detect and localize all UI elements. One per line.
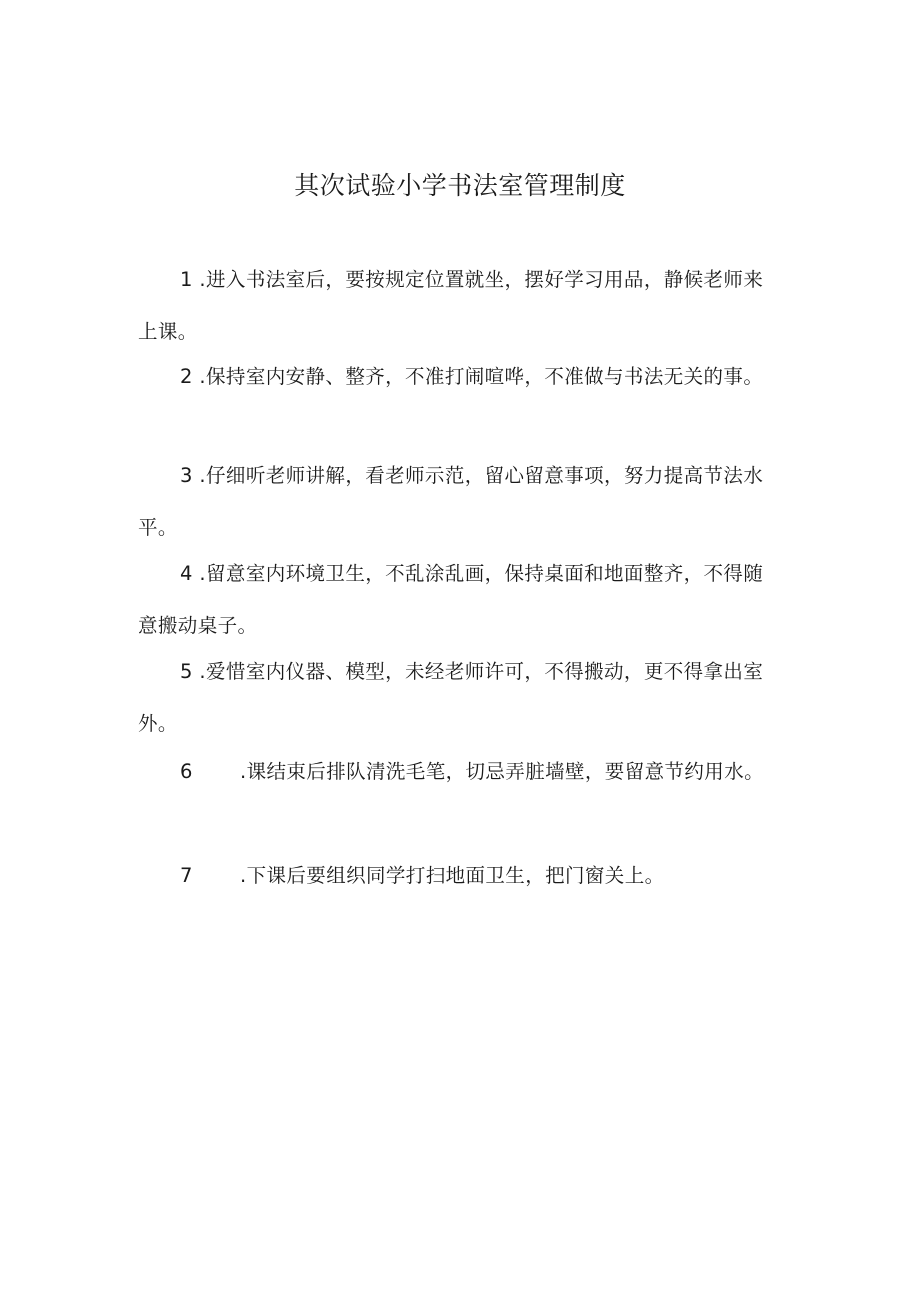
rule-item-7 xyxy=(138,850,818,902)
rule-text: .保持室内安静、整齐，不准打闹喧哗，不准做与书法无关的事。 xyxy=(199,365,764,388)
rule-text: .留意室内环境卫生，不乱涂乱画，保持桌面和地面整齐，不得随意搬动桌子。 xyxy=(138,562,764,637)
rule-number: 2 xyxy=(180,365,193,388)
rule-text: .仔细听老师讲解，看老师示范，留心留意事项，努力提高节法水平。 xyxy=(138,464,764,539)
rule-item-1 xyxy=(138,254,783,358)
rule-text: .下课后要组织同学打扫地面卫生，把门窗关上。 xyxy=(240,864,665,887)
rule-item-5 xyxy=(138,646,783,750)
document-title: 其次试验小学书法室管理制度 xyxy=(294,171,626,200)
rule-number: 6 xyxy=(180,760,193,783)
rule-item-6 xyxy=(138,746,818,798)
rule-number: 5 xyxy=(180,660,193,683)
rule-number: 1 xyxy=(180,268,193,291)
rule-item-2 xyxy=(138,351,783,403)
rule-text: .爱惜室内仪器、模型，未经老师许可，不得搬动，更不得拿出室外。 xyxy=(138,660,764,735)
rule-item-3 xyxy=(138,450,783,554)
rule-text: .进入书法室后，要按规定位置就坐，摆好学习用品，静候老师来上课。 xyxy=(138,268,764,343)
rule-number: 4 xyxy=(180,562,193,585)
rule-text: .课结束后排队清洗毛笔，切忌弄脏墙壁，要留意节约用水。 xyxy=(240,760,764,783)
rule-item-4 xyxy=(138,548,783,652)
rule-number: 7 xyxy=(180,864,193,887)
rule-number: 3 xyxy=(180,464,193,487)
